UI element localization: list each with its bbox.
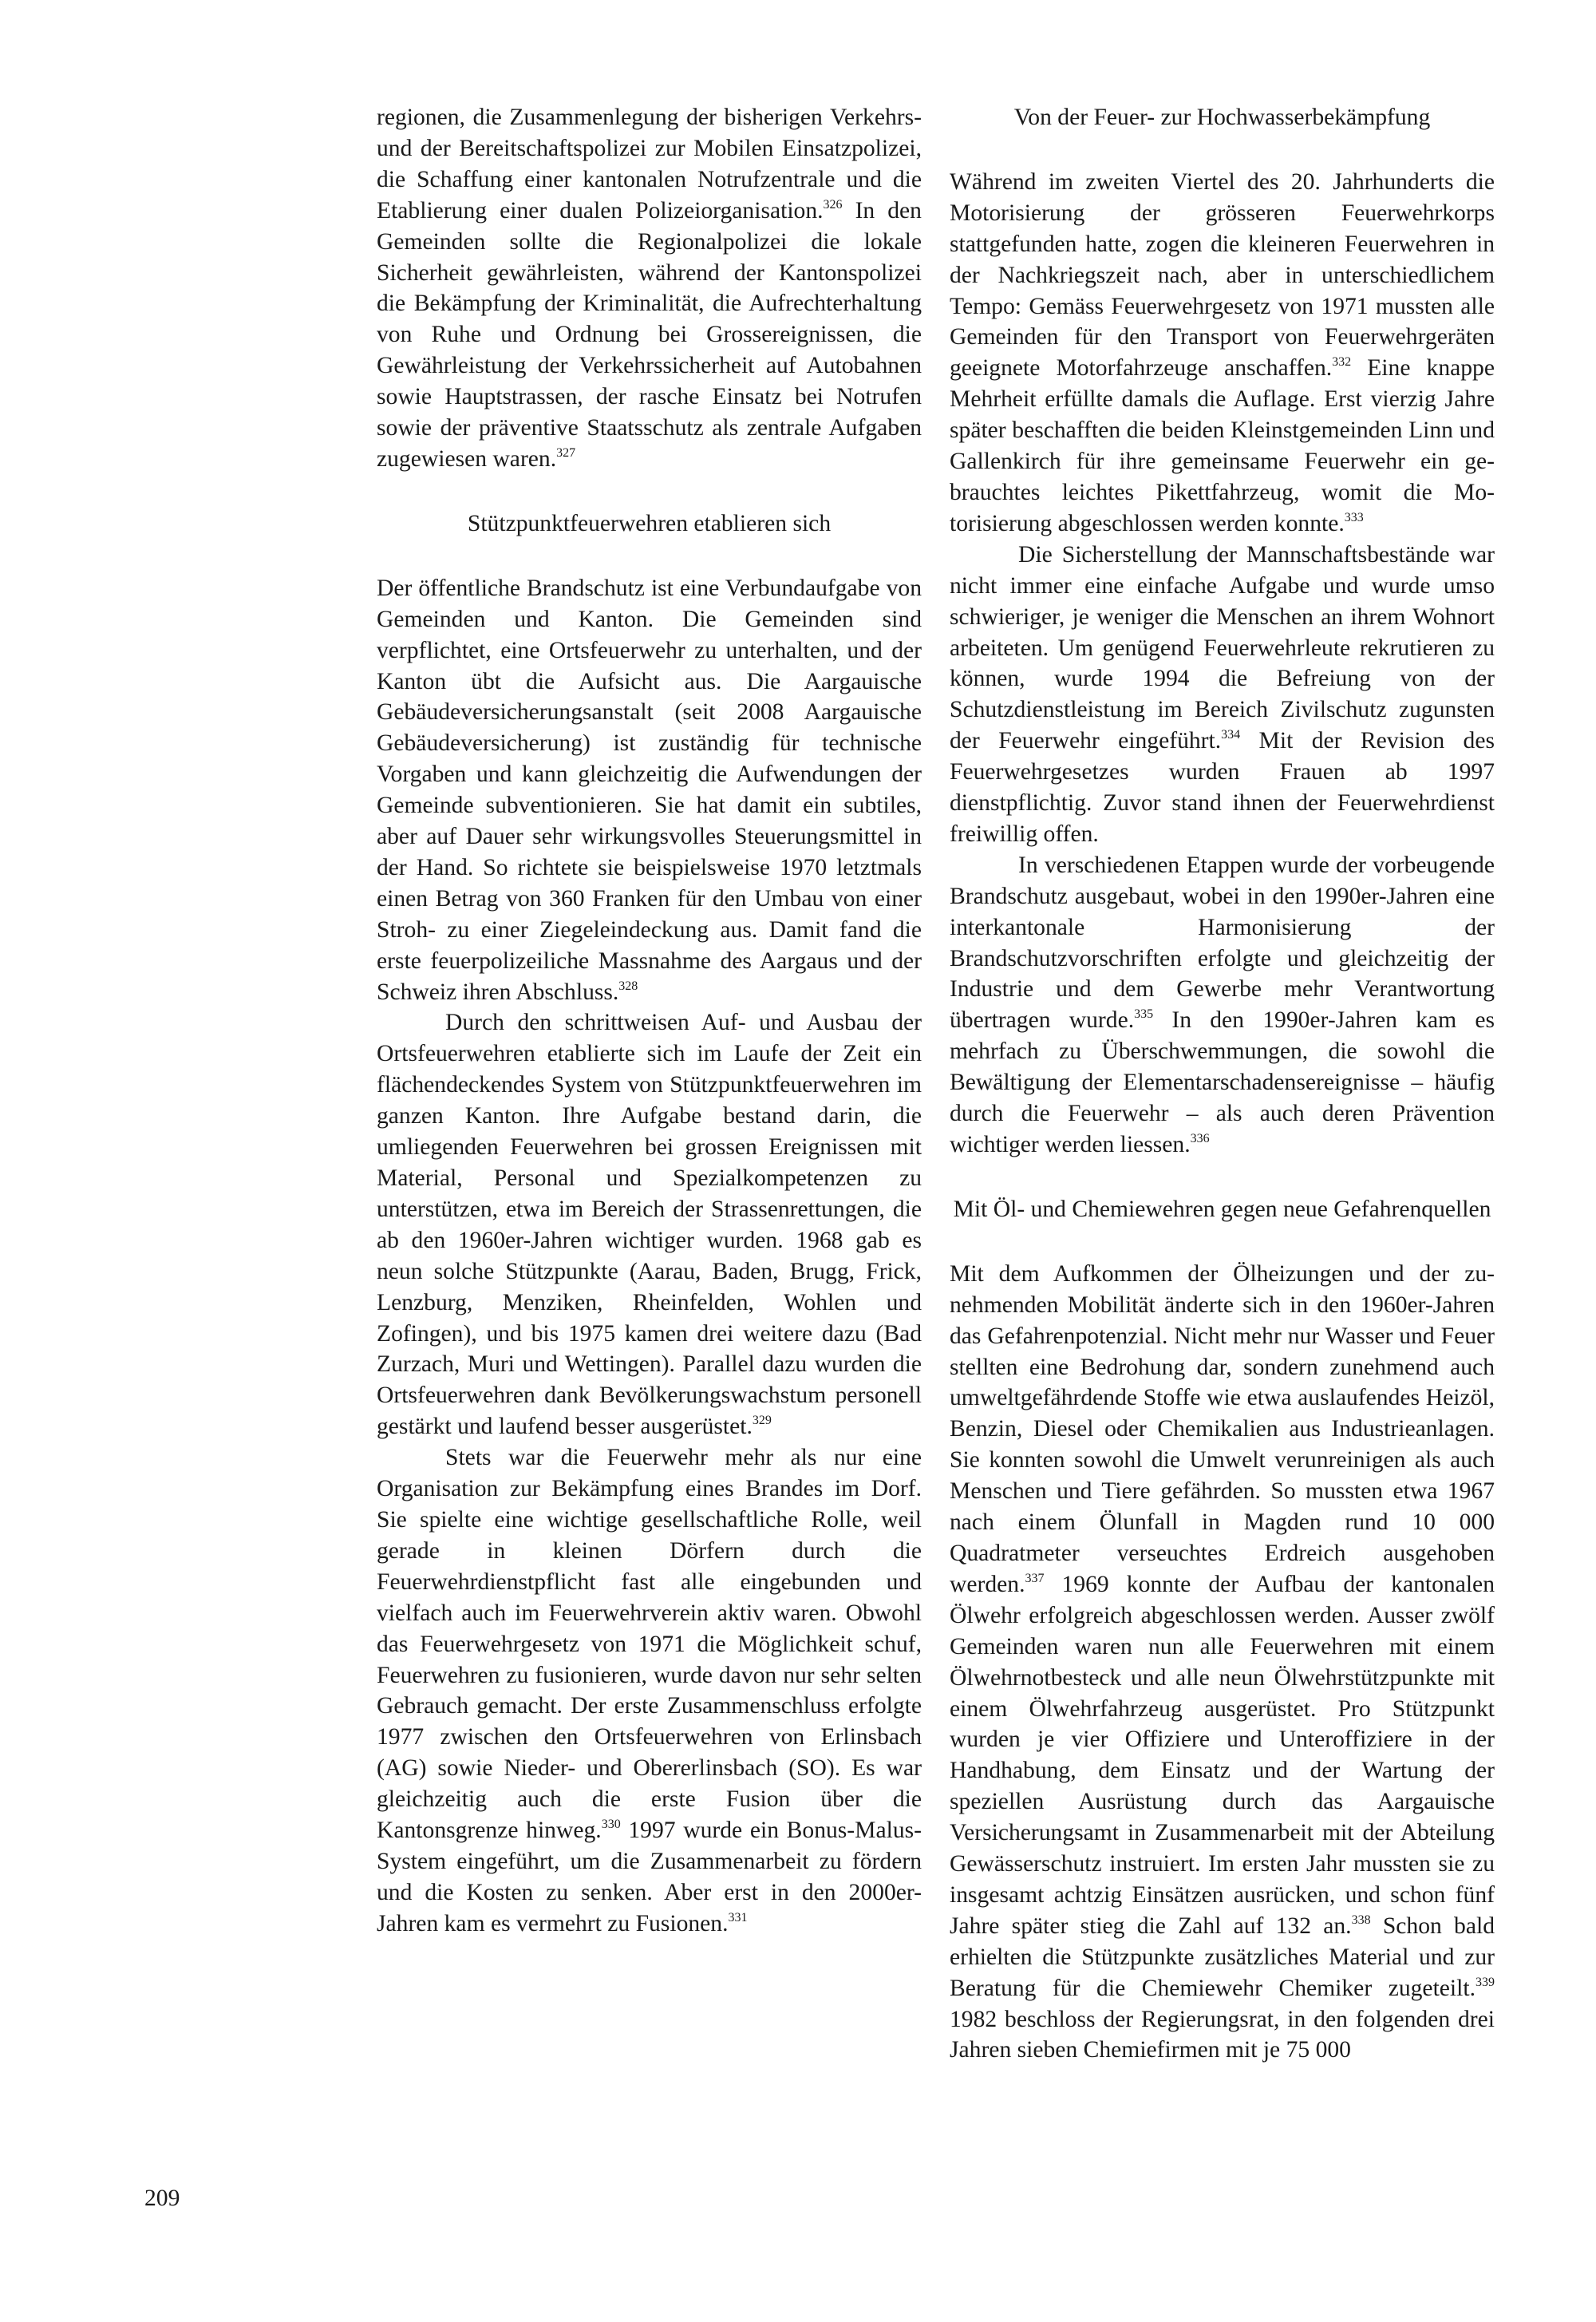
paragraph: Stets war die Feuerwehr mehr als nur eine Organisation zur Bekämpfung eines Brandes im Dorf. Sie spielte eine wichtige gesellschaftliche Rolle, weil gerade in kleinen Dörfern durch die Feuerwehrdienstpflicht fast alle eingebunden und vielfach auch im Feuerwehrverein aktiv waren. Obwohl das Feuerwehrgesetz von 1971 die Möglichkeit schuf, Feuerwehren zu fusionieren, wurde davon nur sehr selten Gebrauch gemacht. Der erste Zusammenschluss erfolgte 1977 zwischen den Ortsfeuerwehren von Erlinsbach (AG) sowie Nieder- und Obererlinsbach (SO). Es war gleichzeitig auch die erste Fusion über die Kantonsgrenze hinweg.$^{330}$ 1997 wurde ein Bonus-Malus-System eingeführt, um die Zusammenarbeit zu fördern und die Kosten zu senken. Aber erst in den 2000er-Jahren kam es vermehrt zu Fusionen.$^{331}$ — [377, 1445, 922, 1936]
footnote-ref[interactable]: 339 — [1476, 1975, 1495, 1989]
footnote-ref[interactable]: 336 — [1190, 1132, 1210, 1145]
footnote-ref[interactable]: 328 — [618, 979, 638, 993]
section-heading: Mit Öl- und Chemiewehren gegen neue Gefahrenquellen — [953, 1196, 1491, 1222]
paragraph: regionen, die Zusammenlegung der bisherigen Verkehrs- und der Bereitschaftspolizei zur Mobilen Einsatzpolizei, die Schaffung einer kantonalen Notrufzentrale und die Etablierung einer dualen Polizeiorganisation.$^{326}$ In den Gemeinden sollte die Regionalpolizei die lokale Sicherheit gewährleisten, während der Kantonspolizei die Bekämpfung der Kriminalität, die Aufrechterhaltung von Ruhe und Ordnung bei Grossereignissen, die Gewährleistung der Verkehrssicherheit auf Autobahnen sowie Hauptstrassen, der rasche Einsatz bei Notrufen sowie der präventive Staatsschutz als zentrale Aufgaben zugewiesen waren.$^{327}$ — [377, 105, 922, 472]
paragraph: Der öffentliche Brandschutz ist eine Verbundaufgabe von Gemeinden und Kanton. Die Gemeinden sind verpflichtet, eine Ortsfeuerwehr zu unterhalten, und der Kanton übt die Aufsicht aus. Die Aargauische Gebäudeversicherungsanstalt (seit 2008 Aargauische Gebäudeversicherung) ist zuständig für technische Vorgaben und kann gleichzeitig die Aufwendungen der Gemeinde subventionieren. Sie hat damit ein subtiles, aber auf Dauer sehr wirkungsvolles Steuerungsmittel in der Hand. So richtete sie beispielsweise 1970 letztmals einen Betrag von 360 Franken für den Umbau von einer Stroh- zu einer Ziegeleindeckung aus. Damit fand die erste feuerpolizeiliche Massnahme des Aargaus und der Schweiz ihren Abschluss.$^{328}$ — [377, 575, 922, 1005]
section-heading: Stützpunktfeuerwehren etablieren sich — [467, 510, 832, 536]
page-number: 209 — [144, 2186, 180, 2211]
footnote-ref[interactable]: 332 — [1332, 355, 1352, 370]
footnote-ref[interactable]: 338 — [1351, 1913, 1371, 1927]
footnote-ref[interactable]: 331 — [728, 1910, 748, 1924]
right-column — [950, 102, 1495, 2066]
footnote-ref[interactable]: 337 — [1025, 1571, 1045, 1585]
footnote-ref[interactable]: 327 — [556, 445, 576, 460]
footnote-ref[interactable]: 326 — [823, 197, 843, 212]
footnote-ref[interactable]: 335 — [1134, 1007, 1154, 1022]
section-heading: Von der Feuer- zur Hochwasserbekämpfung — [1013, 105, 1431, 130]
paragraph: Während im zweiten Viertel des 20. Jahrhunderts die Motorisierung der grösseren Feuerwehrkorps stattgefunden hatte, zogen die kleineren Feuerwehren in der Nachkriegszeit nach, aber in unterschiedlichem Tempo: Gemäss Feuerwehrgesetz von 1971 mussten alle Gemeinden für den Transport von Feuerwehrgeräten geeignete Motorfahrzeuge anschaffen.$^{332}$ Eine knappe Mehrheit erfüllte damals die Auflage. Erst vierzig Jahre später beschafften die beiden Kleinstgemeinden Linn und Gallenkirch für ihre gemeinsame Feuerwehr ein gebrauchtes leichtes Pikettfahrzeug, womit die Motorisierung abgeschlossen werden konnte.$^{333}$ — [950, 168, 1495, 536]
paragraph: In verschiedenen Etappen wurde der vorbeugende Brandschutz ausgebaut, wobei in den 1990er-Jahren eine interkantonale Harmonisierung der Brandschutzvorschriften erfolgte und gleichzeitig der Industrie und dem Gewerbe mehr Verantwortung übertragen wurde.$^{335}$ In den 1990er-Jahren kam es mehrfach zu Überschwemmungen, die sowohl die Bewältigung der Elementarschadensereignisse – häufig durch die Feuerwehr – als auch deren Prävention wichtiger werden liessen.$^{336}$ — [950, 852, 1495, 1157]
paragraph: Mit dem Aufkommen der Ölheizungen und der zunehmenden Mobilität änderte sich in den 1960er-Jahren das Gefahrenpotenzial. Nicht mehr nur Wasser und Feuer stellten eine Bedrohung dar, sondern zunehmend auch umweltgefährdende Stoffe wie etwa auslaufendes Heizöl, Benzin, Diesel oder Chemikalien aus Industrieanlagen. Sie konnten sowohl die Umwelt verunreinigen als auch Menschen und Tiere gefährden. So mussten etwa 1967 nach einem Ölunfall in Magden rund 10 000 Quadratmeter verseuchtes Erdreich ausgehoben werden.$^{337}$ 1969 konnte der Aufbau der kantonalen Ölwehr erfolgreich abgeschlossen werden. Ausser zwölf Gemeinden waren nun alle Feuerwehren mit einem Ölwehrnotbesteck und alle neun Ölwehrstützpunkte mit einem Ölwehrfahrzeug ausgerüstet. Pro Stützpunkt wurden je vier Offiziere und Unteroffiziere in der Handhabung, dem Einsatz und der Wartung der speziellen Ausrüstung durch das Aargauische Versicherungsamt in Zusammenarbeit mit der Abteilung Gewässerschutz instruiert. Im ersten Jahr mussten sie zu insgesamt achtzig Einsätzen ausrücken, und schon fünf Jahre später stieg die Zahl auf 132 an.$^{338}$ Schon bald erhielten die Stützpunkte zusätzliches Material und zur Beratung für die Chemiewehr Chemiker zugeteilt.$^{339}$ 1982 beschloss der Regierungsrat, in den folgenden drei Jahren sieben Chemiefirmen mit je 75 000 — [950, 1260, 1495, 2063]
footnote-ref[interactable]: 334 — [1221, 728, 1241, 742]
footnote-ref[interactable]: 333 — [1344, 510, 1364, 524]
paragraph: Durch den schrittweisen Auf- und Ausbau der Ortsfeuerwehren etablierte sich im Laufe der Zeit ein flächendeckendes System von Stützpunktfeuerwehren im ganzen Kanton. Ihre Aufgabe bestand darin, die umliegenden Feuerwehren bei grossen Ereignissen mit Material, Personal und Spezialkompetenzen zu unterstützen, etwa im Bereich der Strassenrettungen, die ab den 1960er-Jahren wichtiger wurden. 1968 gab es neun solche Stützpunkte (Aarau, Baden, Brugg, Frick, Lenzburg, Menziken, Rheinfelden, Wohlen und Zofingen), und bis 1975 kamen drei weitere dazu (Bad Zurzach, Muri und Wettingen). Parallel dazu wurden die Ortsfeuerwehren dank Bevölkerungswachstum personell gestärkt und laufend besser ausgerüstet.$^{329}$ — [377, 1010, 922, 1440]
footnote-ref[interactable]: 330 — [601, 1818, 621, 1832]
left-column — [377, 102, 922, 1940]
paragraph: Die Sicherstellung der Mannschaftsbestände war nicht immer eine einfache Aufgabe und wurde umso schwieriger, je weniger die Menschen an ihrem Wohnort arbeiteten. Um genügend Feuerwehrleute rekrutieren zu können, wurde 1994 die Befreiung von der Schutzdienstleistung im Bereich Zivilschutz zugunsten der Feuerwehr eingeführt.$^{334}$ Mit der Revision des Feuerwehrgesetzes wurden Frauen ab 1997 dienstpflichtig. Zuvor stand ihnen der Feuerwehrdienst freiwillig offen. — [950, 541, 1495, 847]
footnote-ref[interactable]: 329 — [752, 1414, 772, 1428]
